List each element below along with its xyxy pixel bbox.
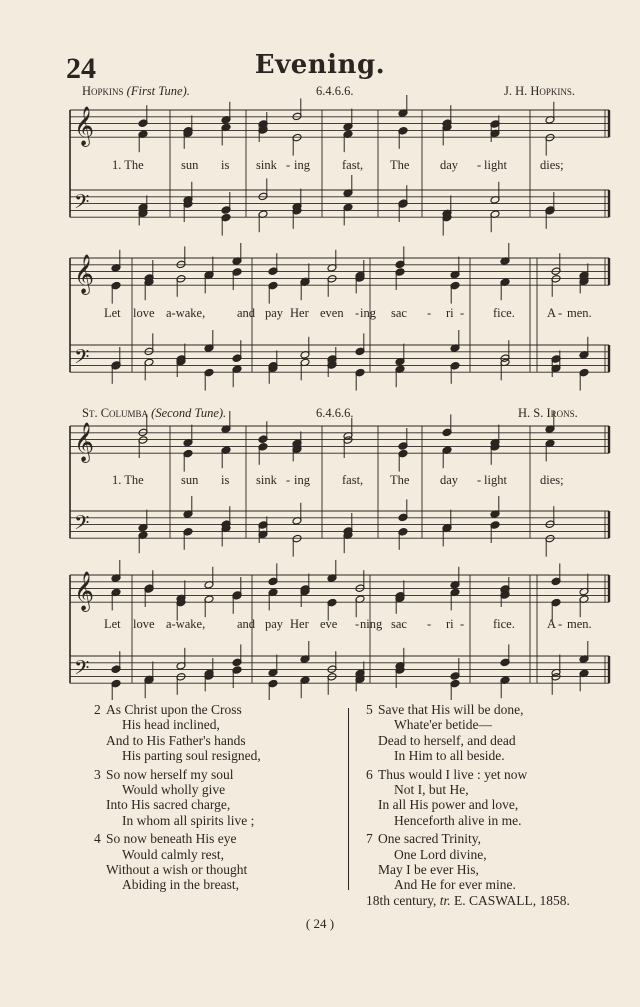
- verse-line: In all His power and love,: [378, 797, 519, 813]
- verse-line: And to His Father's hands: [106, 732, 246, 748]
- tune1-meter: 6.4.6.6.: [316, 84, 354, 98]
- verse-line: Abiding in the breast,: [122, 877, 239, 893]
- lyric-syllable: a-wake,: [166, 306, 206, 320]
- lyric-syllable: a-wake,: [166, 617, 206, 631]
- verses-right: [366, 702, 527, 896]
- clef-icon: 𝄢: [74, 190, 90, 218]
- lyric-syllable: ning: [360, 617, 383, 631]
- lyric-syllable: A: [547, 617, 557, 631]
- lyric-syllable: -: [558, 617, 563, 631]
- lyric-syllable: Let: [104, 306, 121, 320]
- verse-line: Without a wish or thought: [106, 862, 248, 878]
- verse-line: His parting soul resigned,: [122, 748, 261, 764]
- hymn-number: 24: [66, 52, 96, 85]
- tune1-name: Hopkins: [82, 84, 124, 98]
- lyric-syllable: 1. The: [112, 473, 144, 487]
- lyric-syllable: A: [547, 306, 557, 320]
- verse-line: Dead to herself, and dead: [378, 732, 516, 748]
- lyric-syllable: The: [390, 473, 410, 487]
- lyric-syllable: ing: [360, 306, 376, 320]
- verse: [94, 702, 261, 764]
- lyric-syllable: light: [484, 473, 507, 487]
- lyric-syllable: -: [427, 617, 432, 631]
- clef-icon: 𝄢: [74, 656, 90, 684]
- lyric-syllable: men.: [567, 306, 592, 320]
- verse-line: Henceforth alive in me.: [394, 812, 522, 828]
- lyric-syllable: sun: [181, 473, 199, 487]
- verse-number: 5: [366, 702, 373, 717]
- lyric-syllable: Let: [104, 617, 121, 631]
- lyric-syllable: -: [460, 617, 465, 631]
- clef-icon: 𝄞: [74, 254, 95, 294]
- lyric-syllable: fice.: [493, 306, 515, 320]
- verse: [366, 831, 527, 893]
- verse-line: 7 One sacred Trinity,: [366, 831, 481, 847]
- lyric-syllable: -: [477, 473, 482, 487]
- lyric-syllable: sac: [391, 306, 407, 320]
- lyric-syllable: light: [484, 158, 507, 172]
- verse-line: 4 So now beneath His eye: [94, 831, 237, 847]
- lyric-syllable: -: [286, 473, 291, 487]
- tune2-name: St. Columba: [82, 406, 149, 420]
- lyric-syllable: Her: [290, 306, 309, 320]
- column-divider: [348, 708, 349, 890]
- verse-line: In Him to all beside.: [394, 748, 505, 764]
- lyric-syllable: fast,: [342, 473, 364, 487]
- verse-line: His head inclined,: [122, 717, 220, 733]
- clef-icon: 𝄢: [74, 345, 90, 373]
- credit-line: [366, 893, 570, 909]
- lyric-syllable: men.: [567, 617, 592, 631]
- verse-line: Would wholly give: [122, 782, 226, 798]
- lyric-syllable: ri: [446, 306, 454, 320]
- lyric-syllable: -: [286, 158, 291, 172]
- verse-number: 6: [366, 766, 373, 782]
- lyric-syllable: and: [237, 617, 256, 631]
- page-number: ( 24 ): [305, 916, 335, 931]
- tune1-label: (First Tune).: [126, 84, 190, 98]
- lyric-syllable: The: [390, 158, 410, 172]
- lyric-syllable: -: [427, 306, 432, 320]
- lyric-syllable: day: [440, 158, 459, 172]
- lyric-syllable: ri: [446, 617, 454, 631]
- verse-number: 7: [366, 831, 373, 847]
- tune2-label: (Second Tune).: [151, 406, 227, 420]
- clef-icon: 𝄞: [74, 571, 95, 611]
- verse-number: 3: [94, 766, 101, 782]
- lyric-syllable: love: [133, 306, 155, 320]
- verses-left: [94, 702, 261, 896]
- clef-icon: 𝄞: [74, 422, 95, 462]
- verse: [366, 702, 527, 764]
- lyric-syllable: is: [221, 158, 230, 172]
- lyric-syllable: sun: [181, 158, 199, 172]
- verse-line: 2 As Christ upon the Cross: [94, 702, 242, 717]
- lyric-syllable: 1. The: [112, 158, 144, 172]
- verse-line: And He for ever mine.: [394, 877, 516, 893]
- lyric-syllable: day: [440, 473, 459, 487]
- lyric-syllable: sac: [391, 617, 407, 631]
- credit-year: 1858.: [539, 893, 570, 908]
- lyric-syllable: -: [355, 306, 360, 320]
- verse-line: Not I, but He,: [394, 782, 469, 798]
- verse-line: In whom all spirits live ;: [122, 812, 255, 828]
- verse-line: Would calmly rest,: [122, 846, 225, 862]
- lyric-syllable: -: [355, 617, 360, 631]
- verse-number: 4: [94, 831, 101, 847]
- lyric-syllable: pay: [265, 306, 284, 320]
- lyric-syllable: is: [221, 473, 230, 487]
- verse-number: 2: [94, 702, 101, 717]
- verse-line: Whate'er betide—: [394, 717, 493, 733]
- lyric-syllable: -: [477, 158, 482, 172]
- lyric-syllable: -: [558, 306, 563, 320]
- lyric-syllable: sink: [256, 473, 277, 487]
- clef-icon: 𝄞: [74, 106, 95, 146]
- lyric-syllable: and: [237, 306, 256, 320]
- credit-translator: E. CASWALL,: [454, 893, 537, 908]
- tune2-composer: H. S. Irons.: [518, 406, 578, 420]
- lyric-syllable: pay: [265, 617, 284, 631]
- verse-line: May I be ever His,: [378, 862, 479, 878]
- lyric-syllable: ing: [294, 473, 310, 487]
- credit-tr: tr.: [439, 893, 451, 908]
- verse-line: 3 So now herself my soul: [94, 766, 234, 782]
- lyric-syllable: ing: [294, 158, 310, 172]
- verse: [366, 767, 527, 829]
- lyric-syllable: -: [460, 306, 465, 320]
- verse: [94, 831, 261, 893]
- verse-line: One Lord divine,: [394, 846, 487, 862]
- credit-century: 18th century,: [366, 893, 437, 908]
- lyric-syllable: fast,: [342, 158, 364, 172]
- clef-icon: 𝄢: [74, 511, 90, 539]
- verse-line: 5 Save that His will be done,: [366, 702, 524, 717]
- tune2-meter: 6.4.6.6.: [316, 406, 354, 420]
- lyric-syllable: dies;: [540, 158, 564, 172]
- verse-line: Into His sacred charge,: [106, 797, 231, 813]
- lyric-syllable: Her: [290, 617, 309, 631]
- lyric-syllable: dies;: [540, 473, 564, 487]
- tune1-composer: J. H. Hopkins.: [504, 84, 576, 98]
- lyric-syllable: love: [133, 617, 155, 631]
- hymn-title: Evening.: [254, 50, 386, 80]
- lyric-syllable: eve: [320, 617, 338, 631]
- verse: [94, 767, 261, 829]
- lyric-syllable: sink: [256, 158, 277, 172]
- lyric-syllable: even: [320, 306, 344, 320]
- verse-line: 6 Thus would I live : yet now: [366, 766, 528, 782]
- lyric-syllable: fice.: [493, 617, 515, 631]
